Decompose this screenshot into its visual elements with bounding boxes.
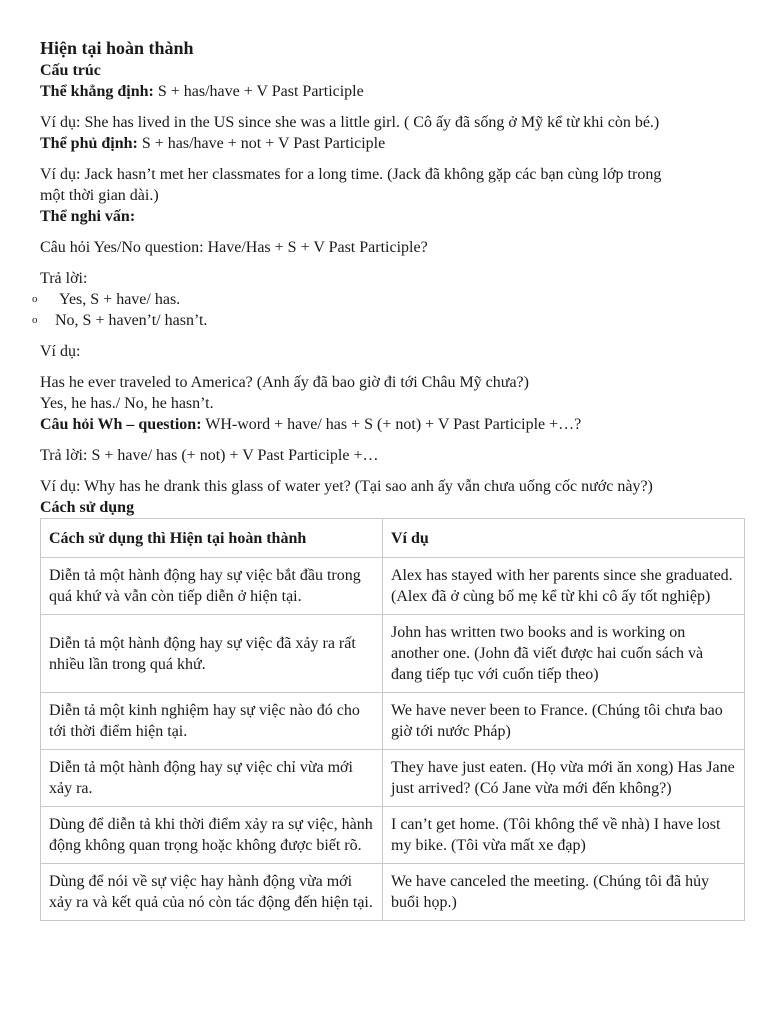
list-item: [32, 289, 730, 310]
example-cell: I can’t get home. (Tôi không thể về nhà) I have lost my bike. (Tôi vừa mất xe đạp): [383, 807, 745, 864]
wh-formula-text: WH-word + have/ has + S (+ not) + V Past Participle +…?: [201, 416, 582, 433]
usage-cell: Dùng để diễn tả khi thời điểm xảy ra sự việc, hành động không quan trọng hoặc không được biết rõ.: [41, 807, 383, 864]
structure-heading: Cấu trúc: [40, 62, 101, 79]
affirmative-formula: [40, 81, 730, 102]
table-row: [41, 807, 745, 864]
header-example: Ví dụ: [383, 519, 745, 558]
example-label: Ví dụ:: [40, 343, 81, 360]
usage-cell: Diễn tả một hành động hay sự việc bắt đầu trong quá khứ và vẫn còn tiếp diễn ở hiện tại.: [41, 558, 383, 615]
example-cell: We have canceled the meeting. (Chúng tôi đã hủy buổi họp.): [383, 864, 745, 921]
negative-label: Thể phủ định:: [40, 135, 138, 152]
wh-answer: Trả lời: S + have/ has (+ not) + V Past Participle +…: [40, 447, 379, 464]
negative-example-line2: một thời gian dài.): [40, 187, 159, 204]
table-row: [41, 750, 745, 807]
usage-table: [40, 518, 745, 921]
example-cell: They have just eaten. (Họ vừa mới ăn xong) Has Jane just arrived? (Có Jane vừa mới đến không?): [383, 750, 745, 807]
header-usage: Cách sử dụng thì Hiện tại hoàn thành: [41, 519, 383, 558]
affirmative-label: Thể khẳng định:: [40, 83, 154, 100]
affirmative-example: Ví dụ: She has lived in the US since she was a little girl. ( Cô ấy đã sống ở Mỹ kể từ khi còn bé.): [40, 114, 660, 131]
wh-example: Ví dụ: Why has he drank this glass of water yet? (Tại sao anh ấy vẫn chưa uống cốc nước này?): [40, 478, 653, 495]
usage-cell: Diễn tả một kinh nghiệm hay sự việc nào đó cho tới thời điểm hiện tại.: [41, 693, 383, 750]
usage-cell: Diễn tả một hành động hay sự việc đã xảy ra rất nhiều lần trong quá khứ.: [41, 615, 383, 693]
list-item: [32, 310, 730, 331]
table-row: [41, 693, 745, 750]
example-question: Has he ever traveled to America? (Anh ấy đã bao giờ đi tới Châu Mỹ chưa?): [40, 374, 529, 391]
example-cell: We have never been to France. (Chúng tôi chưa bao giờ tới nước Pháp): [383, 693, 745, 750]
negative-formula-text: S + has/have + not + V Past Participle: [137, 135, 386, 152]
bullet-marker: o: [32, 293, 38, 305]
table-row: [41, 864, 745, 921]
page-title: Hiện tại hoàn thành: [40, 38, 194, 58]
table-row: [41, 558, 745, 615]
example-cell: John has written two books and is working on another one. (John đã viết được hai cuốn sách và đang tiếp tục với cuốn tiếp theo): [383, 615, 745, 693]
usage-cell: Diễn tả một hành động hay sự việc chỉ vừa mới xảy ra.: [41, 750, 383, 807]
example-answer: Yes, he has./ No, he hasn’t.: [40, 395, 214, 412]
yesno-question: Câu hỏi Yes/No question: Have/Has + S + V Past Participle?: [40, 239, 428, 256]
interrogative-label: Thể nghi vấn:: [40, 208, 136, 225]
wh-label: Câu hỏi Wh – question:: [40, 416, 202, 433]
document-page: [32, 36, 735, 921]
table-row: [41, 615, 745, 693]
affirmative-formula-text: S + has/have + V Past Participle: [153, 83, 364, 100]
wh-formula: [40, 414, 730, 435]
negative-formula: [40, 133, 730, 154]
answer-no: No, S + haven’t/ hasn’t.: [55, 312, 208, 329]
negative-example-line1: Ví dụ: Jack hasn’t met her classmates for a long time. (Jack đã không gặp các bạn cùng lớp trong: [40, 166, 662, 183]
answer-list: [32, 289, 730, 331]
table-header-row: [41, 519, 745, 558]
usage-heading: Cách sử dụng: [40, 499, 135, 516]
usage-cell: Dùng để nói về sự việc hay hành động vừa mới xảy ra và kết quả của nó còn tác động đến hiện tại.: [41, 864, 383, 921]
example-cell: Alex has stayed with her parents since she graduated. (Alex đã ở cùng bố mẹ kể từ khi cô ấy tốt nghiệp): [383, 558, 745, 615]
bullet-marker: o: [32, 314, 38, 326]
answer-yes: Yes, S + have/ has.: [59, 291, 181, 308]
answer-label: Trả lời:: [40, 270, 88, 287]
